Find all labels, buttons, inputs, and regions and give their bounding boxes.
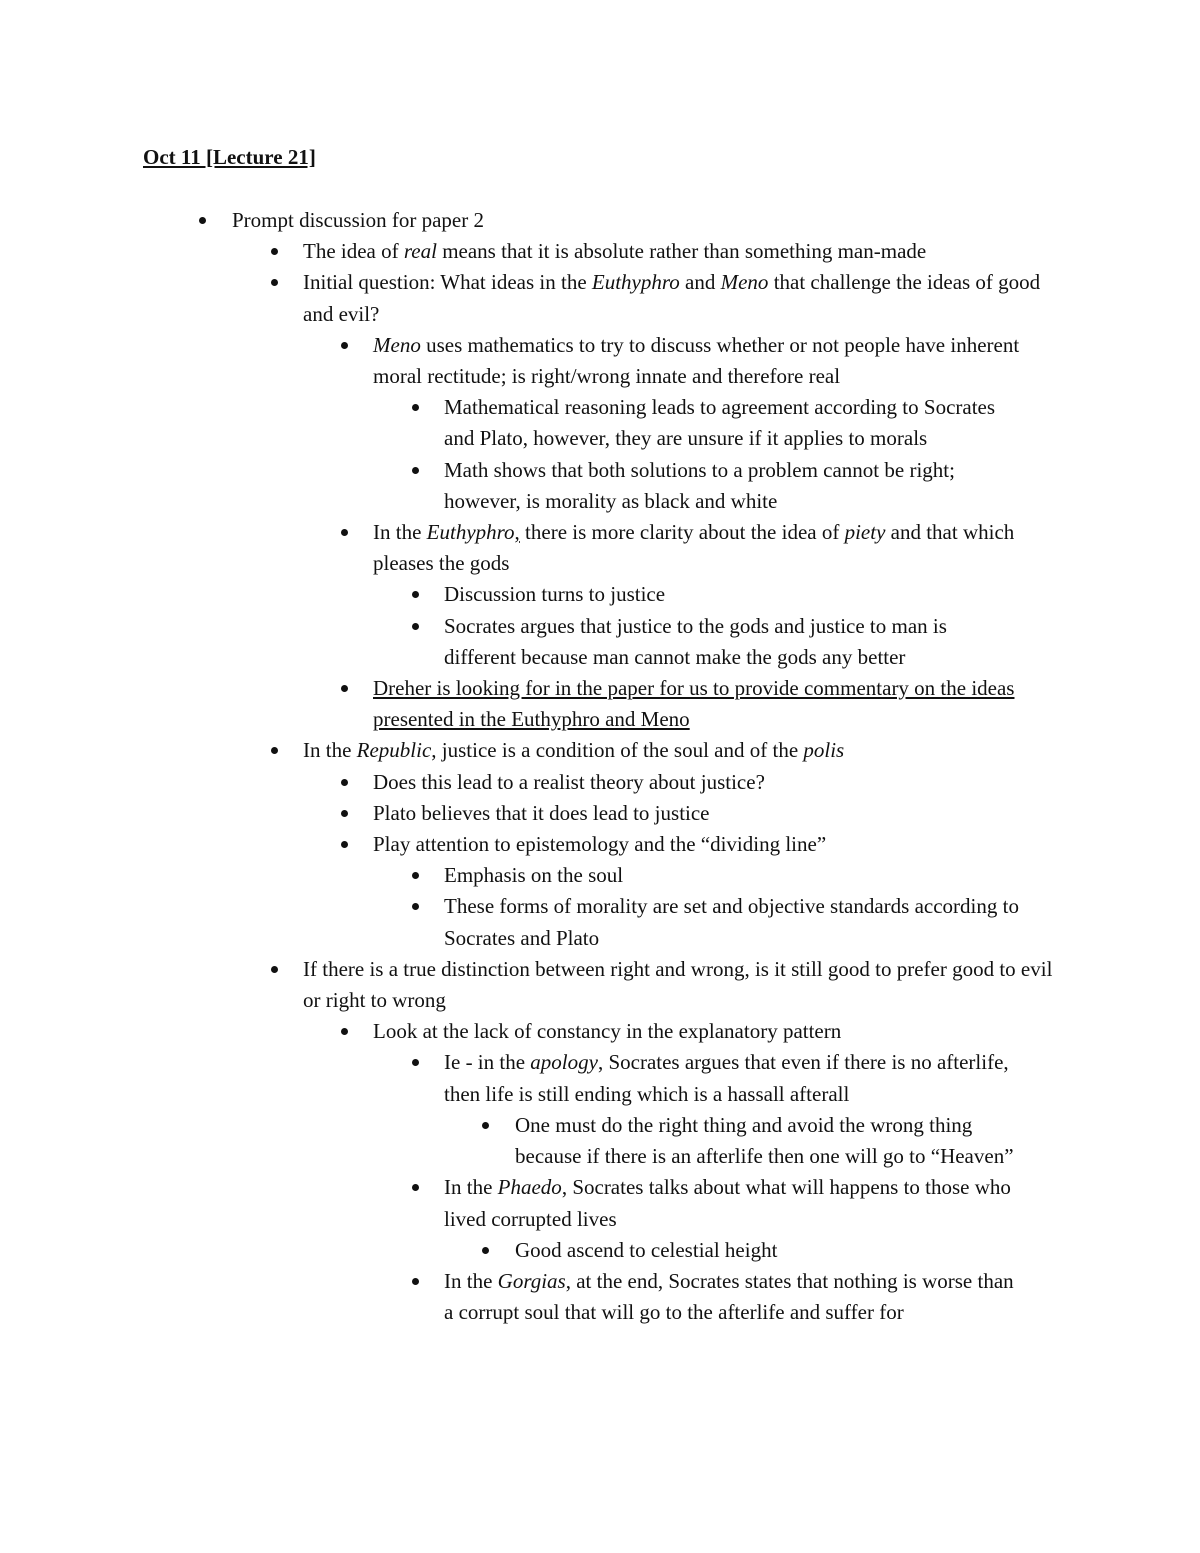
- list-item-text: Discussion turns to justice: [444, 582, 666, 607]
- list-item-text: Gorgias: [497, 1268, 566, 1293]
- list-item: [0, 330, 1063, 392]
- page-title: Oct 11 [Lecture 21]: [143, 145, 316, 169]
- list-item-text: Does this lead to a realist theory about justice?: [373, 769, 765, 794]
- list-item: [0, 1266, 1019, 1328]
- list-item: [0, 798, 1063, 829]
- notes-list: [0, 205, 1200, 1328]
- list-item: [0, 1110, 1035, 1172]
- list-item-text: polis: [803, 738, 845, 763]
- list-item: [0, 236, 1063, 267]
- list-item-text: uses mathematics to try to discuss whether or not people have inherent moral rectitude; is right/wrong innate and therefore real: [373, 332, 1020, 389]
- list-item: [0, 392, 1019, 454]
- list-item: [0, 455, 1019, 517]
- list-item-text: , justice is a condition of the soul and of the: [431, 738, 804, 763]
- list-item-text: Good ascend to celestial height: [515, 1237, 778, 1262]
- list-item-text: that challenge the ideas of good and evil?: [303, 270, 1041, 326]
- list-item-text: Emphasis on the soul: [444, 863, 624, 888]
- list-item: [0, 1047, 1019, 1109]
- list-item: [0, 579, 1019, 610]
- list-item-text: and: [679, 270, 721, 295]
- list-item: [0, 1235, 1035, 1266]
- list-item-text: Meno: [720, 270, 769, 295]
- list-item: [0, 1172, 1019, 1234]
- list-item-text: If there is a true distinction between right and wrong, is it still good to prefer good to evil or right to wrong: [303, 956, 1053, 1013]
- list-item-text: Initial question: What ideas in the: [303, 270, 592, 295]
- list-item-text: Ie - in the: [444, 1050, 531, 1075]
- list-item-text: Play attention to epistemology and the “dividing line”: [373, 832, 827, 857]
- list-item-text: One must do the right thing and avoid the wrong thing because if there is an afterlife then one will go to “Heaven”: [515, 1112, 1014, 1169]
- list-item: [0, 954, 1063, 1016]
- list-item-text: means that it is absolute rather than something man-made: [436, 239, 927, 264]
- list-item-text: there is more clarity about the idea of: [519, 520, 845, 545]
- list-item-text: In the: [303, 738, 357, 763]
- list-item-text: Meno: [373, 332, 421, 357]
- list-item-text: Dreher is looking for in the paper for us to provide commentary on the ideas presented in the Euthyphro and Meno: [373, 676, 1015, 732]
- list-item-text: These forms of morality are set and objective standards according to Socrates and Plato: [444, 894, 1019, 950]
- list-item: [0, 767, 1063, 798]
- list-item-text: Plato believes that it does lead to justice: [373, 800, 710, 825]
- list-item-text: apology: [530, 1050, 598, 1075]
- list-item-text: In the: [444, 1268, 498, 1293]
- list-item-text: Euthyphro: [426, 520, 515, 545]
- list-item-text: piety: [844, 520, 886, 545]
- list-item: [0, 611, 1019, 673]
- list-item: [0, 860, 1019, 891]
- list-item-text: real: [403, 239, 437, 264]
- list-item: [0, 517, 1063, 579]
- list-item-text: Look at the lack of constancy in the explanatory pattern: [373, 1019, 842, 1044]
- list-item-text: and that which pleases the gods: [373, 520, 1015, 576]
- list-item-text: Phaedo: [497, 1175, 562, 1200]
- list-item-text: Prompt discussion for paper 2: [232, 208, 484, 232]
- list-item-text: ,: [514, 520, 520, 545]
- list-item-text: In the: [373, 520, 427, 545]
- list-item-text: , Socrates argues that even if there is no afterlife, then life is still ending which is a hassall afterall: [444, 1050, 1009, 1106]
- list-item: [0, 205, 1062, 236]
- list-item: [0, 267, 1063, 329]
- list-item-text: Mathematical reasoning leads to agreement according to Socrates and Plato, however, they are unsure if it applies to morals: [444, 395, 996, 451]
- list-item: [0, 673, 1063, 735]
- list-item: [0, 891, 1019, 953]
- list-item: [0, 1016, 1063, 1047]
- list-item: [0, 829, 1063, 860]
- list-item-text: Euthyphro: [591, 270, 680, 295]
- list-item-text: The idea of: [303, 239, 404, 264]
- list-item-text: Math shows that both solutions to a problem cannot be right; however, is morality as black and white: [444, 457, 955, 513]
- list-item-text: , Socrates talks about what will happens to those who lived corrupted lives: [444, 1175, 1011, 1231]
- list-item-text: In the: [444, 1175, 498, 1200]
- list-item-text: , at the end, Socrates states that nothing is worse than a corrupt soul that will go to the afterlife and suffer for: [444, 1268, 1014, 1325]
- list-item: [0, 735, 1063, 766]
- list-item-text: Socrates argues that justice to the gods and justice to man is different because man cannot make the gods any better: [444, 613, 947, 669]
- list-item-text: Republic: [356, 738, 432, 763]
